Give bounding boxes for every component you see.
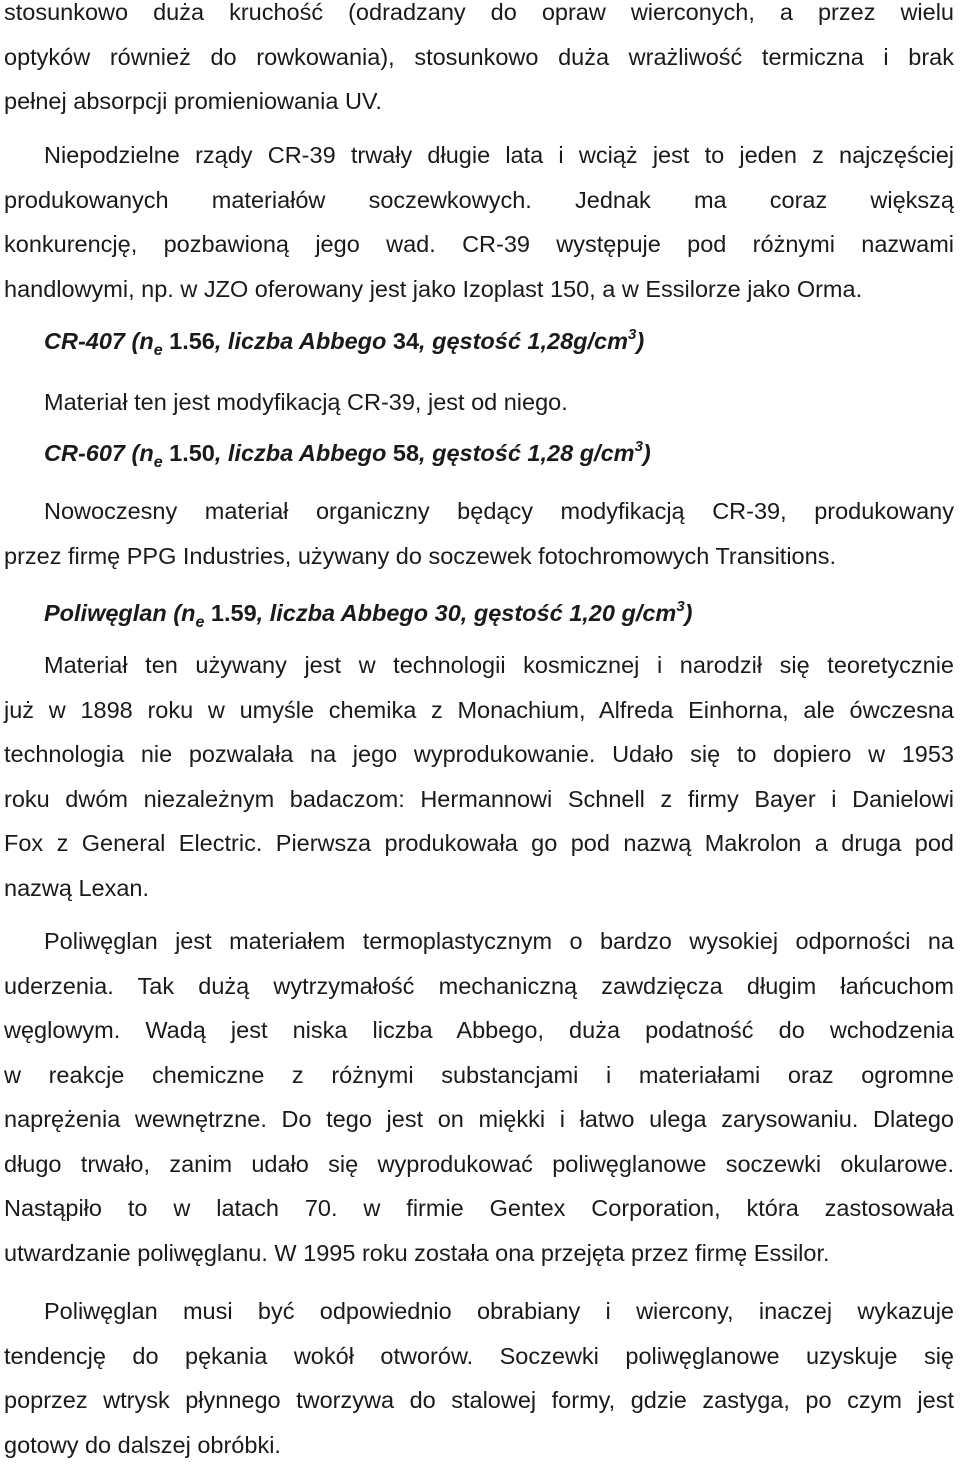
text-line: już w 1898 roku w umyśle chemika z Monachium, Alfreda Einhorna, ale ówczesna [4,688,954,733]
text-line: pełnej absorpcji promieniowania UV. [4,79,954,124]
text-line: Poliwęglan musi być odpowiednio obrabiany i wiercony, inaczej wykazuje [4,1289,954,1334]
paragraph-polycarbonate-processing [4,1289,954,1467]
heading-polycarbonate: Poliwęglan ($n_e$ 1.59, liczba Abbego 30, gęstość 1,20 $g/cm^3$) [44,591,693,636]
text-line: stosunkowo duża kruchość (odradzany do opraw wierconych, a przez wielu [4,0,954,35]
text-line: w reakcje chemiczne z różnymi substancjami i materiałami oraz ogromne [4,1053,954,1098]
paragraph-cr407 [4,380,954,425]
heading-cr607: CR-607 ($n_e$ 1.50, liczba Abbego 58, gęstość 1,28 $g/cm^3$) [44,431,651,476]
text-line: handlowymi, np. w JZO oferowany jest jako Izoplast 150, a w Essilorze jako Orma. [4,267,954,312]
text-line: nazwą Lexan. [4,866,954,911]
text-line: Niepodzielne rządy CR-39 trwały długie lata i wciąż jest to jeden z najczęściej [4,133,954,178]
text-line: uderzenia. Tak dużą wytrzymałość mechaniczną zawdzięcza długim łańcuchom [4,964,954,1009]
paragraph-polycarbonate-properties [4,919,954,1275]
text-line: długo trwało, zanim udało się wyprodukować poliwęglanowe soczewki okularowe. [4,1142,954,1187]
paragraph-cr607 [4,489,954,578]
text-line: poprzez wtrysk płynnego tworzywa do stalowej formy, gdzie zastyga, po czym jest [4,1378,954,1423]
text-line: naprężenia wewnętrzne. Do tego jest on miękki i łatwo ulega zarysowaniu. Dlatego [4,1097,954,1142]
text-line: Materiał ten jest modyfikacją CR-39, jest od niego. [4,380,954,425]
paragraph-cr39-drawbacks [4,0,954,124]
text-line: Materiał ten używany jest w technologii kosmicznej i narodził się teoretycznie [4,643,954,688]
text-line: roku dwóm niezależnym badaczom: Hermannowi Schnell z firmy Bayer i Danielowi [4,777,954,822]
text-line: konkurencję, pozbawioną jego wad. CR-39 występuje pod różnymi nazwami [4,222,954,267]
text-line: produkowanych materiałów soczewkowych. Jednak ma coraz większą [4,178,954,223]
text-line: gotowy do dalszej obróbki. [4,1423,954,1467]
paragraph-cr39-history [4,133,954,311]
text-line: tendencję do pękania wokół otworów. Soczewki poliwęglanowe uzyskuje się [4,1334,954,1379]
text-line: utwardzanie poliwęglanu. W 1995 roku została ona przejęta przez firmę Essilor. [4,1231,954,1276]
text-line: technologia nie pozwalała na jego wyprodukowanie. Udało się to dopiero w 1953 [4,732,954,777]
text-line: optyków również do rowkowania), stosunkowo duża wrażliwość termiczna i brak [4,35,954,80]
heading-cr407: CR-407 ($n_e$ 1.56, liczba Abbego 34, gęstość $1,28g/cm^3$) [44,319,644,364]
text-line: Nastąpiło to w latach 70. w firmie Gentex Corporation, która zastosowała [4,1186,954,1231]
paragraph-polycarbonate-history [4,643,954,910]
text-line: Nowoczesny materiał organiczny będący modyfikacją CR-39, produkowany [4,489,954,534]
text-line: Poliwęglan jest materiałem termoplastycznym o bardzo wysokiej odporności na [4,919,954,964]
text-line: przez firmę PPG Industries, używany do soczewek fotochromowych Transitions. [4,534,954,579]
text-line: Fox z General Electric. Pierwsza produkowała go pod nazwą Makrolon a druga pod [4,821,954,866]
text-line: węglowym. Wadą jest niska liczba Abbego, duża podatność do wchodzenia [4,1008,954,1053]
